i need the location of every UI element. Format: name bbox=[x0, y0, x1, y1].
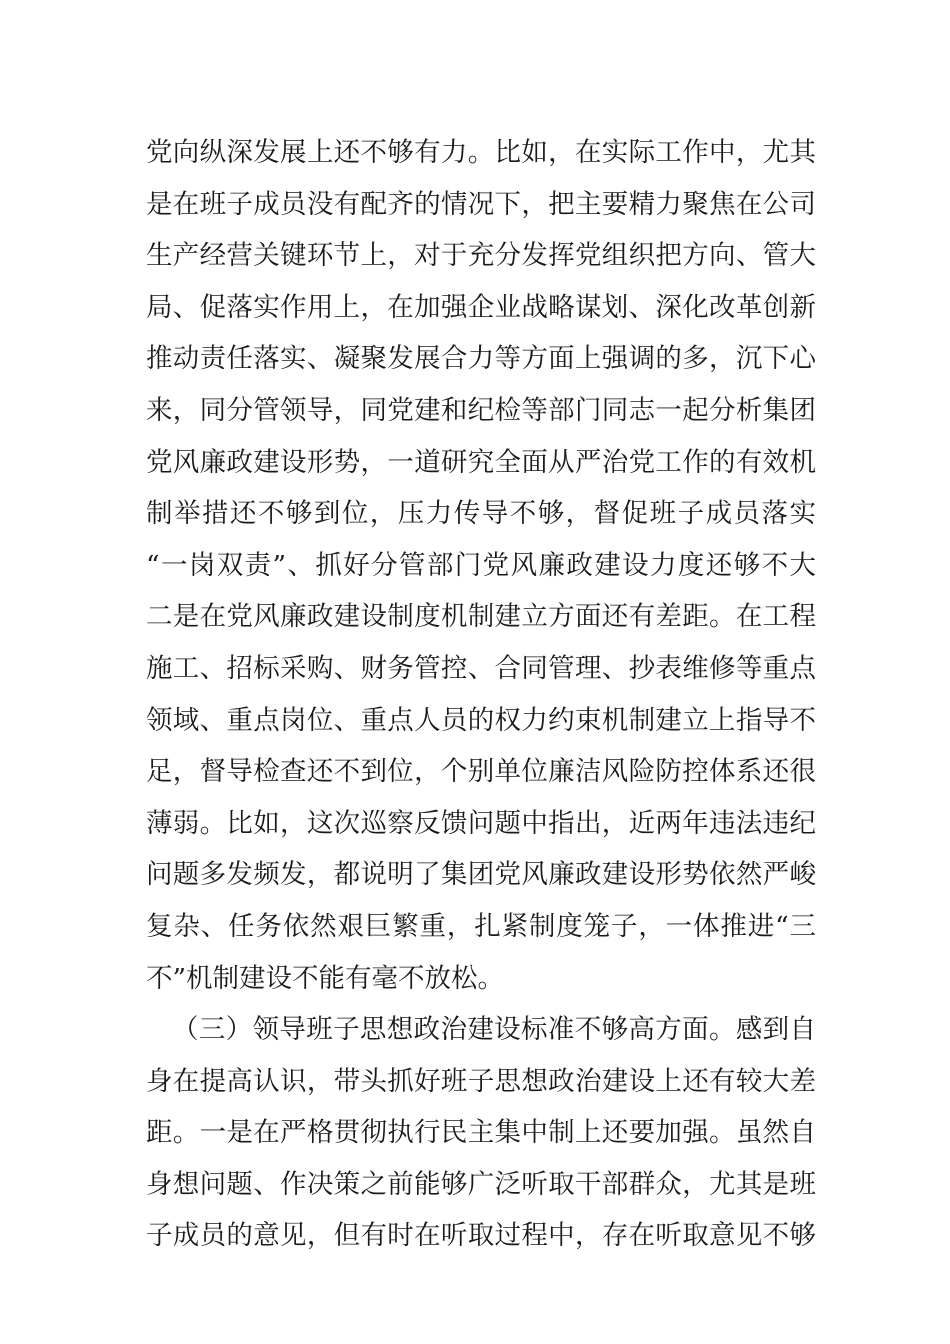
text-line: 来，同分管领导，同党建和纪检等部门同志一起分析集团 bbox=[146, 394, 816, 426]
text-line: 身在提高认识，带头抓好班子思想政治建设上还有较大差 bbox=[146, 1065, 816, 1097]
text-line: 距。一是在严格贯彻执行民主集中制上还要加强。虽然自 bbox=[146, 1117, 816, 1149]
text-line: 足，督导检查还不到位，个别单位廉洁风险防控体系还很 bbox=[146, 756, 816, 788]
paragraph-end-line: 不”机制建设不能有毫不放松。 bbox=[146, 962, 505, 994]
text-line: 局、促落实作用上，在加强企业战略谋划、深化改革创新 bbox=[146, 291, 816, 323]
text-line: 党风廉政建设形势，一道研究全面从严治党工作的有效机 bbox=[146, 446, 816, 478]
text-line: 领域、重点岗位、重点人员的权力约束机制建立上指导不 bbox=[146, 704, 816, 736]
text-line: 二是在党风廉政建设制度机制建立方面还有差距。在工程 bbox=[146, 601, 816, 633]
text-line: 生产经营关键环节上，对于充分发挥党组织把方向、管大 bbox=[146, 240, 816, 272]
text-line: 问题多发频发，都说明了集团党风廉政建设形势依然严峻 bbox=[146, 859, 816, 891]
text-line: “一岗双责”、抓好分管部门党风廉政建设力度还够不大 bbox=[146, 549, 816, 581]
text-line: 子成员的意见，但有时在听取过程中，存在听取意见不够 bbox=[146, 1220, 816, 1252]
section-heading-line: （三）领导班子思想政治建设标准不够高方面。感到自 bbox=[172, 1014, 816, 1046]
text-line: 复杂、任务依然艰巨繁重，扎紧制度笼子，一体推进“三 bbox=[146, 910, 816, 942]
text-line: 是在班子成员没有配齐的情况下，把主要精力聚焦在公司 bbox=[146, 188, 816, 220]
text-line: 党向纵深发展上还不够有力。比如，在实际工作中，尤其 bbox=[146, 137, 816, 168]
text-line: 身想问题、作决策之前能够广泛听取干部群众，尤其是班 bbox=[146, 1168, 816, 1200]
text-line: 推动责任落实、凝聚发展合力等方面上强调的多，沉下心 bbox=[146, 343, 816, 375]
text-line: 施工、招标采购、财务管控、合同管理、抄表维修等重点 bbox=[146, 652, 816, 684]
text-line: 制举措还不够到位，压力传导不够，督促班子成员落实 bbox=[146, 498, 816, 530]
body-text bbox=[146, 127, 816, 1262]
text-line: 薄弱。比如，这次巡察反馈问题中指出，近两年违法违纪 bbox=[146, 807, 816, 839]
